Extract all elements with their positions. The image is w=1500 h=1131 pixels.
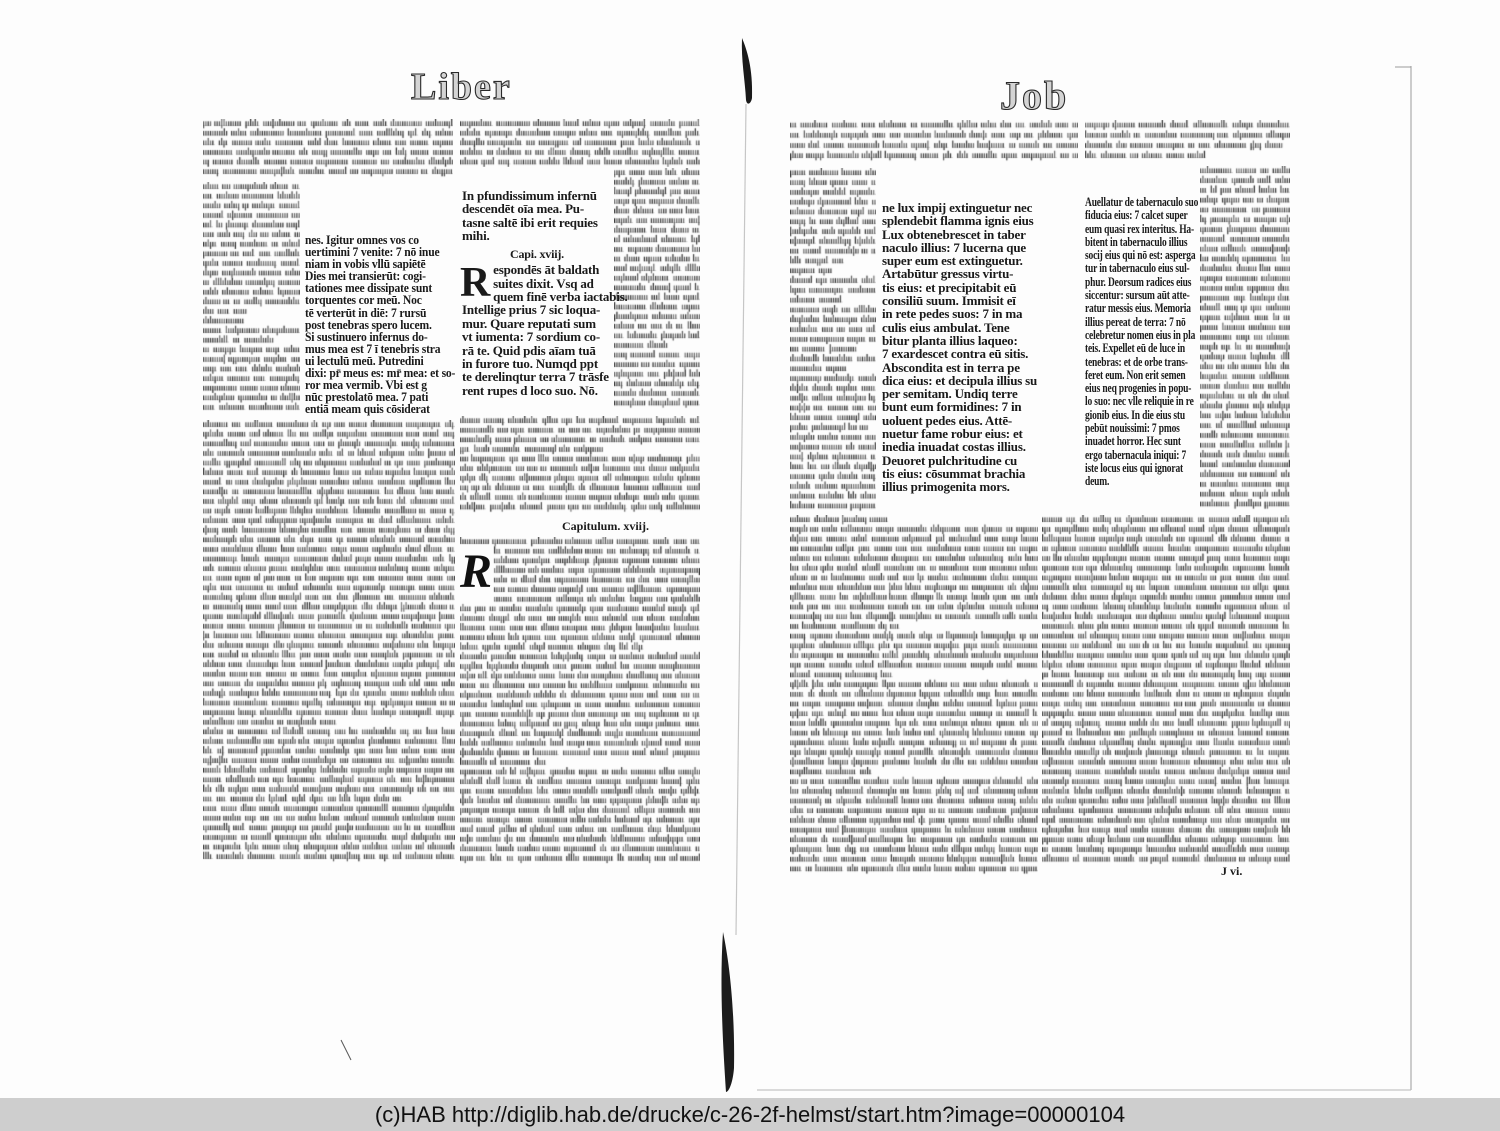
right-page-main-text-column-1: [882, 201, 1039, 496]
gloss-type-texture: [1042, 515, 1290, 865]
main-text: ne lux impij extinguetur nec splendebit flamma ignis eius Lux obtenebrescet in taber naculo illius: 7 lucerna que super eum est extinguetur. Artabūtur gressus virtu- tis eius: et precipitabit eū consiliū suum. Immisit eī in rete pedes suos: 7 in ma culis eius ambulat. Tene bitur planta illius laqueo: 7 exardescet contra eū sitis. Abscondita est in terra pe dica eius: et decipula illius su per semitam. Undiq terre bunt eum formidines: 7 in uoluent pedes eius. Attē- nuetur fame robur eius: et inedia inuadat costas illius. Deuoret pulchritudine cu tis eius: cōsummat brachia illius primogenita mors.: [882, 200, 1038, 495]
right-page-gloss-lower-right: [1042, 515, 1290, 865]
gloss-initial-letter: R: [460, 545, 493, 598]
gloss-type-texture: [203, 119, 453, 181]
footer-citation: (c)HAB http://diglib.hab.de/drucke/c-26-2f-helmst/start.htm?image=00000104: [374, 1102, 1126, 1127]
gutter-fold-line: [736, 104, 746, 935]
right-page-gloss-inner-margin: [790, 168, 876, 512]
left-page-main-text-column-1: [305, 234, 455, 418]
main-text-body-with-initial: [460, 260, 628, 400]
left-page-gloss-lower-left: [203, 420, 455, 865]
left-page-main-text-column-2: [460, 188, 628, 400]
chapter-heading-text: Capi. xviij.: [510, 247, 564, 262]
gutter-binding-mark-top: [742, 38, 752, 104]
gloss-type-texture: [790, 515, 1038, 883]
gloss-type-texture: [1200, 166, 1290, 512]
right-page-gloss-lower-left: [790, 515, 1038, 883]
gloss-type-texture: [460, 119, 700, 167]
gloss-type-texture: [1085, 120, 1290, 165]
right-page-main-text-column-2: [1085, 196, 1198, 490]
main-text: In pfundissimum infernū descendēt oīa mea. Pu- tasne saltē ibi erit requies mihi.: [462, 188, 598, 244]
gloss-chapter-heading: Capitulum. xviij.: [562, 519, 650, 533]
left-page-gloss-inner-margin: [203, 182, 300, 418]
main-text-top: [462, 189, 612, 245]
right-page-gloss-top-right: [1085, 120, 1290, 165]
gloss-type-texture: [790, 120, 1078, 165]
gloss-type-texture: [203, 182, 300, 418]
gloss-type-texture: [203, 420, 455, 865]
gloss-type-texture: [790, 168, 876, 512]
left-page-gloss-top-right: [460, 119, 700, 167]
main-text: Respondēs āt baldath suites dixit. Vsq ad quem finē verba iactabis. Intellige prius 7 sic loqua- mur. Quare reputati sum vt iumenta: 7 sordium co- rā te. Quid pdis aīam tuā in furore tuo. Numqd ppt te derelinqtur terra 7 trāsfe rent rupes d loco suo. Nō.: [460, 260, 628, 398]
gloss-type-texture: [460, 537, 700, 865]
gloss-type-texture: [460, 416, 700, 516]
left-page-gloss-lower-right: [460, 537, 700, 865]
left-page-gloss-lower-right-upper: [460, 416, 700, 516]
running-title-right: Job: [1000, 73, 1069, 118]
footer-citation-band: [0, 1098, 1500, 1131]
right-page-gloss-outer-margin: [1200, 166, 1290, 512]
signature-mark: J vi.: [1221, 864, 1243, 878]
running-title-left: Liber: [411, 66, 512, 108]
scan-speck: [341, 1040, 351, 1060]
main-text: nes. Igitur omnes vos co uertimini 7 venite: 7 nō inue niam in vobis vllū sapiētē Dies mei transierūt: cogi- tationes mee dissipate sunt torquentes cor meū. Noc tē verterūt in diē: 7 rursū post tenebras spero lucem. Si sustinuero infernus do- mus mea est 7 ī tenebris stra ui lectulū meū. Putredini dixi: pr̄ meus es: mr̄ mea: et so- ror mea vermib. Vbi est g nūc prestolatō mea. 7 pati entiā meam quis cōsiderat: [305, 232, 456, 417]
main-text: Auellatur de tabernaculo suo fiducia eius: 7 calcet super eum quasi rex interitus. Ha- bitent in tabernaculo illius socij eius qui nō est: asperga tur in tabernaculo eius sul- phur. Deorsum radices eius siccentur: sursum aūt atte- ratur messis eius. Memoria illius pereat de terra: 7 nō celebretur nomen eius in pla teis. Expellet eū de luce in tenebras: et de orbe trans- feret eum. Non erit semen eius neq progenies in popu- lo suo: nec vlle reliquie in re gionib eius. In die eius stu pebūt nouissimi: 7 pmos inuadet horror. Hec sunt ergo tabernacula iniqui: 7 iste locus eius qui ignorat deum.: [1085, 195, 1199, 489]
gutter-binding-mark-bottom: [721, 932, 734, 1092]
left-page-gloss-top: [203, 119, 453, 181]
right-page-gloss-top-left: [790, 120, 1078, 165]
